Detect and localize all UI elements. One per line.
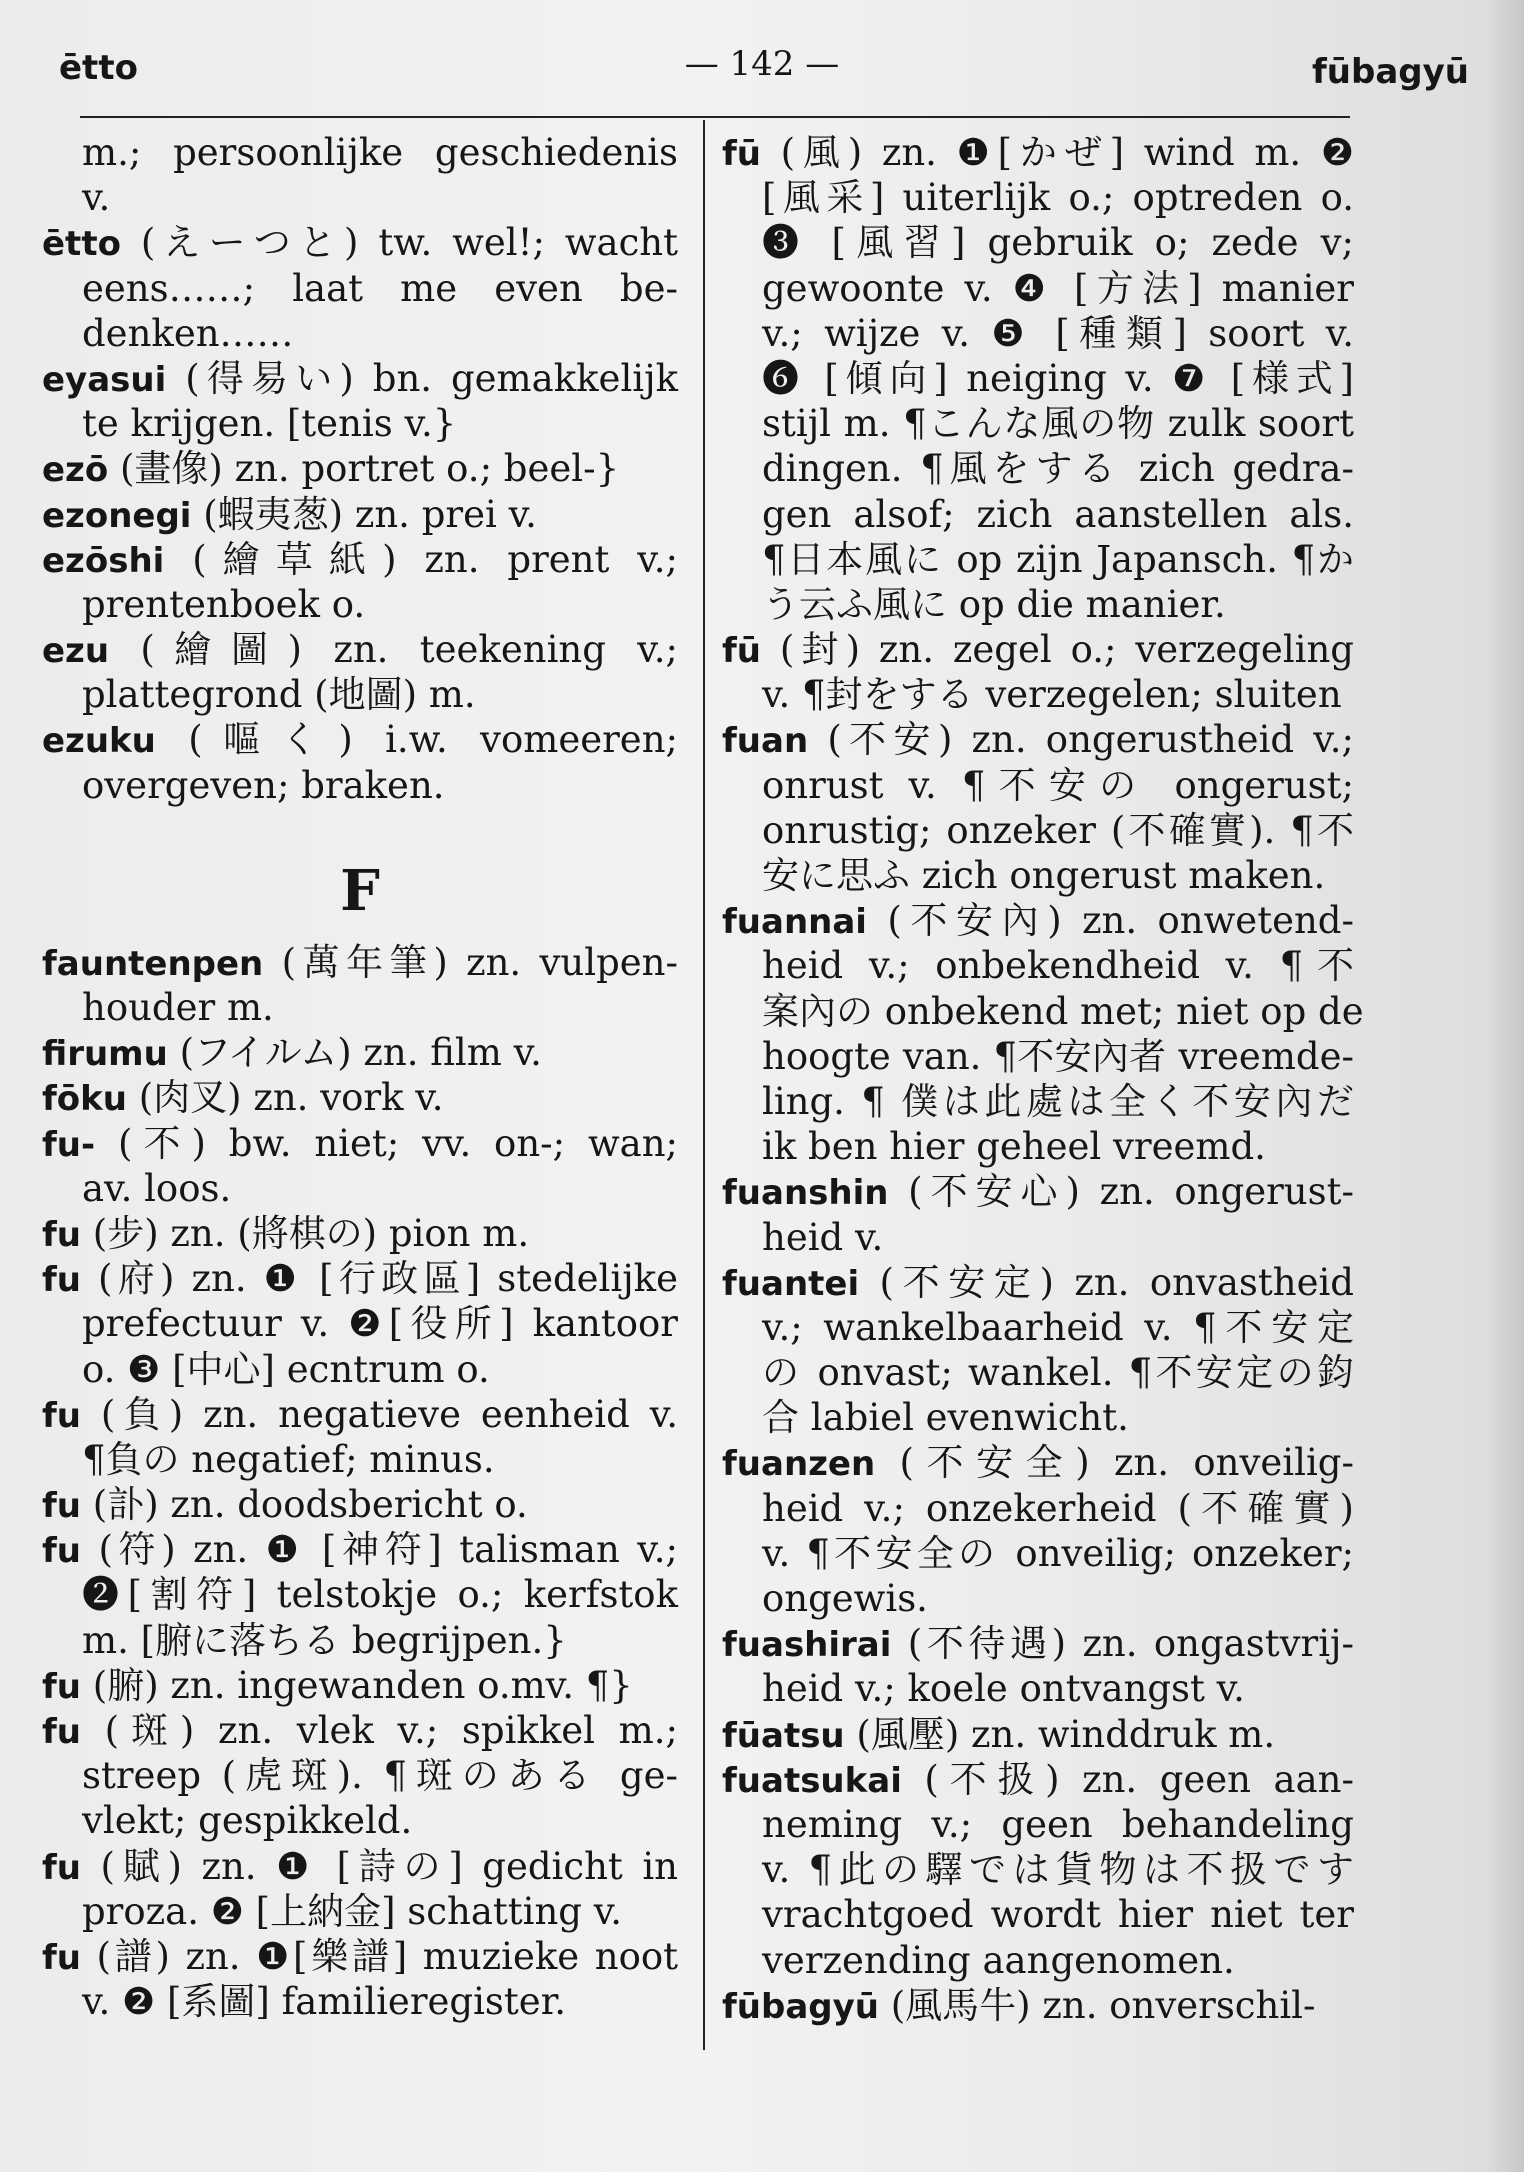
entry-text: heid v.; onzekerheid (不確實) xyxy=(762,1486,1354,1530)
entry-text: (不安) zn. ongerustheid v.; xyxy=(808,718,1354,762)
dictionary-entry xyxy=(42,1527,678,1663)
entry-headword: fū xyxy=(722,631,761,672)
dictionary-entry xyxy=(42,1663,678,1708)
entry-line xyxy=(42,311,678,356)
dictionary-entry xyxy=(42,1030,678,1075)
entry-text: neming v.; geen behandeling xyxy=(762,1802,1354,1846)
entry-line xyxy=(722,1621,1354,1666)
entry-text: streep (虎斑). ¶斑のある ge- xyxy=(82,1754,678,1798)
entry-line xyxy=(722,672,1354,717)
entry-text: te krijgen. [tenis v.} xyxy=(82,402,457,446)
entry-line xyxy=(42,175,678,220)
entry-line xyxy=(42,1708,678,1753)
entry-line xyxy=(42,985,678,1030)
entry-text: 合 labiel evenwicht. xyxy=(762,1396,1129,1440)
entry-line xyxy=(42,1979,678,2024)
entry-text: (肉叉) zn. vork v. xyxy=(126,1076,444,1120)
entry-line xyxy=(722,808,1354,853)
entry-line xyxy=(722,446,1354,491)
entry-text: gen alsof; zich aanstellen als. xyxy=(762,492,1354,536)
entry-headword: fu xyxy=(42,1260,81,1301)
entry-headword: fu xyxy=(42,1531,81,1572)
entry-text: denken…… xyxy=(82,311,294,355)
entry-line xyxy=(722,1034,1354,1079)
entry-line xyxy=(42,1663,678,1708)
dictionary-entry xyxy=(42,130,678,220)
entry-line xyxy=(42,1798,678,1843)
entry-line xyxy=(42,1166,678,1211)
entry-headword: fū xyxy=(722,134,761,174)
entry-line xyxy=(42,1392,678,1437)
entry-line xyxy=(722,1757,1354,1802)
entry-line xyxy=(42,1889,678,1934)
entry-line xyxy=(42,940,678,985)
entry-text: (不安全) zn. onveilig- xyxy=(875,1441,1354,1485)
entry-headword: fuan xyxy=(722,721,809,762)
entry-line xyxy=(722,1486,1354,1531)
entry-text: (えーつと) tw. wel!; wacht xyxy=(120,221,678,265)
entry-headword: fuannai xyxy=(722,902,867,943)
entry-headword: fūatsu xyxy=(722,1715,845,1756)
entry-line xyxy=(722,356,1354,401)
dictionary-entry xyxy=(42,1211,678,1256)
entry-headword: fuanzen xyxy=(722,1444,876,1485)
entry-text: (繪圖) zn. teekening v.; xyxy=(109,628,678,672)
dictionary-entry xyxy=(722,717,1354,898)
entry-line xyxy=(722,1576,1354,1621)
entry-text: (府) zn. ❶ [行政區] stedelijke xyxy=(81,1257,678,1301)
entry-line xyxy=(722,220,1354,265)
entry-headword: ezō xyxy=(42,450,109,491)
entry-line xyxy=(42,266,678,311)
entry-text: (斑) zn. vlek v.; spikkel m.; xyxy=(81,1709,678,1752)
dictionary-entry xyxy=(42,1844,678,1934)
entry-text: stijl m. ¶こんな風の物 zulk soort xyxy=(762,402,1354,446)
entry-line xyxy=(722,717,1354,762)
entry-text: (封) zn. zegel o.; verzegeling xyxy=(761,628,1354,672)
entry-text: v. xyxy=(82,176,111,220)
dictionary-entry xyxy=(42,1075,678,1120)
entry-text: ling. ¶ 僕は此處は全く不安內だ xyxy=(762,1079,1354,1123)
entry-text: v. ❷ [系圖] familieregister. xyxy=(82,1980,567,2024)
dictionary-entry xyxy=(42,1256,678,1392)
dictionary-entry xyxy=(42,1121,678,1211)
dictionary-entry xyxy=(722,627,1354,717)
entry-text: ❻ [傾向] neiging v. ❼ [様式] xyxy=(762,356,1354,400)
entry-headword: ezōshi xyxy=(42,540,165,581)
entry-line xyxy=(722,401,1354,446)
entry-line xyxy=(42,1211,678,1256)
entry-line xyxy=(722,175,1354,220)
dictionary-entry xyxy=(42,717,678,807)
entry-text: ❸ [風習] gebruik o; zede v; xyxy=(762,221,1354,265)
entry-text: verzending aangenomen. xyxy=(762,1938,1235,1982)
entry-line xyxy=(722,1802,1354,1847)
entry-headword: firumu xyxy=(42,1034,168,1075)
entry-line xyxy=(42,1618,678,1663)
entry-line xyxy=(42,717,678,762)
entry-line xyxy=(42,1075,678,1120)
entry-text: hoogte van. ¶不安內者 vreemde- xyxy=(762,1034,1354,1078)
entry-headword: fu- xyxy=(42,1124,96,1165)
entry-text: overgeven; braken. xyxy=(82,763,445,807)
entry-text: (譜) zn. ❶[樂譜] muzieke noot xyxy=(81,1934,678,1978)
entry-text: o. ❸ [中心] ecntrum o. xyxy=(82,1347,490,1391)
entry-line xyxy=(42,1934,678,1979)
entry-line xyxy=(722,1350,1354,1395)
entry-text: (不) bw. niet; vv. on-; wan; xyxy=(95,1121,678,1165)
entry-text: (不安心) zn. ongerust- xyxy=(888,1170,1354,1214)
entry-headword: ētto xyxy=(42,224,121,265)
dictionary-entry xyxy=(42,492,678,537)
dictionary-entry xyxy=(722,1983,1354,2028)
dictionary-entry xyxy=(722,130,1354,627)
entry-text: onrust v. ¶不安の ongerust; xyxy=(762,763,1354,807)
entry-line xyxy=(42,130,678,175)
entry-headword: fu xyxy=(42,1395,81,1436)
entry-text: (不安內) zn. onwetend- xyxy=(866,899,1354,943)
entry-headword: ezuku xyxy=(42,721,156,762)
entry-line xyxy=(722,989,1364,1034)
entry-text: (風壓) zn. winddruk m. xyxy=(844,1712,1276,1756)
header-last-word: fūbagyū xyxy=(1312,52,1469,92)
dictionary-entry xyxy=(722,1757,1354,1983)
entry-text: prefectuur v. ❷[役所] kantoor xyxy=(82,1302,678,1346)
entry-line xyxy=(722,1215,1354,1260)
entry-headword: fu xyxy=(42,1214,81,1255)
entry-text: (繪草紙) zn. prent v.; xyxy=(164,537,678,581)
entry-text: m.; persoonlijke geschiedenis xyxy=(82,131,678,174)
entry-line xyxy=(722,1395,1354,1440)
entry-line xyxy=(722,266,1354,311)
entry-text: proza. ❷ [上納金] schatting v. xyxy=(82,1889,623,1933)
entry-headword: ezu xyxy=(42,631,110,672)
entry-text: 案內の onbekend met; niet op de xyxy=(762,989,1364,1033)
entry-text: (不扱) zn. geen aan- xyxy=(901,1757,1354,1801)
entry-text: (フイルム) zn. film v. xyxy=(167,1031,542,1075)
page-header xyxy=(55,40,1469,100)
entry-line xyxy=(722,1079,1354,1124)
entry-line xyxy=(722,1892,1354,1937)
header-rule xyxy=(80,116,1350,118)
entry-text: v.; wankelbaarheid v. ¶不安定 xyxy=(762,1305,1354,1349)
entry-text: [風采] uiterlijk o.; optreden o. xyxy=(762,176,1354,220)
entry-line xyxy=(722,1260,1354,1305)
dictionary-entry xyxy=(42,940,678,1030)
entry-text: vrachtgoed wordt hier niet ter xyxy=(762,1893,1354,1937)
entry-text: (不安定) zn. onvastheid xyxy=(859,1260,1354,1304)
entry-line xyxy=(722,853,1354,898)
entry-text: ¶負の negatief; minus. xyxy=(82,1437,495,1481)
page-number: — 142 — xyxy=(684,44,840,84)
dictionary-entry xyxy=(722,1712,1354,1757)
entry-line xyxy=(722,1124,1354,1169)
entry-headword: fauntenpen xyxy=(42,943,264,984)
entry-headword: fuatsukai xyxy=(722,1760,902,1801)
dictionary-entry xyxy=(722,898,1364,1169)
entry-headword: fuashirai xyxy=(722,1625,892,1666)
entry-text: houder m. xyxy=(82,986,274,1029)
entry-text: (不待遇) zn. ongastvrij- xyxy=(891,1622,1354,1666)
entry-headword: fuantei xyxy=(722,1263,860,1304)
entry-headword: fu xyxy=(42,1847,81,1888)
entry-line xyxy=(722,1712,1354,1757)
entry-line xyxy=(722,311,1354,356)
entry-line xyxy=(42,356,678,401)
entry-text: vlekt; gespikkeld. xyxy=(82,1799,413,1843)
entry-text: (風馬牛) zn. onverschil- xyxy=(878,1983,1316,2027)
entry-line xyxy=(42,1527,678,1572)
entry-line xyxy=(42,1301,678,1346)
entry-line xyxy=(42,492,678,537)
dictionary-entry xyxy=(42,1482,678,1527)
entry-text: dingen. ¶風をする zich gedra- xyxy=(762,447,1354,491)
entry-text: (賦) zn. ❶ [詩の] gedicht in xyxy=(81,1844,678,1888)
entry-text: heid v.; onbekendheid v. ¶不 xyxy=(762,944,1354,988)
entry-line xyxy=(42,672,678,717)
entry-line xyxy=(722,1847,1354,1892)
entry-text: (步) zn. (將棋の) pion m. xyxy=(81,1211,530,1255)
column-divider xyxy=(703,120,705,2050)
entry-text: (風) zn. ❶[かぜ] wind m. ❷ xyxy=(761,131,1354,174)
entry-line xyxy=(722,898,1354,943)
entry-line xyxy=(722,582,1354,627)
entry-line xyxy=(722,1938,1354,1983)
entry-headword: fu xyxy=(42,1937,81,1978)
entry-text: v. ¶此の驛では貨物は不扱です xyxy=(762,1848,1354,1892)
entry-line xyxy=(42,401,678,446)
entry-text: prentenboek o. xyxy=(82,582,366,626)
entry-headword: fu xyxy=(42,1486,81,1527)
dictionary-entry xyxy=(42,220,678,356)
dictionary-entry xyxy=(42,1392,678,1482)
entry-headword: eyasui xyxy=(42,359,167,400)
entry-text: v.; wijze v. ❺ [種類] soort v. xyxy=(762,311,1354,355)
entry-text: v. ¶封をする verzegelen; sluiten xyxy=(762,673,1342,717)
entry-line xyxy=(42,1844,678,1889)
entry-text: heid v.; koele ontvangst v. xyxy=(762,1667,1245,1711)
entry-headword: fu xyxy=(42,1712,81,1752)
entry-line xyxy=(42,220,678,265)
entry-line xyxy=(42,1347,678,1392)
entry-text: ❷[割符] telstokje o.; kerfstok xyxy=(82,1573,678,1617)
dictionary-entry xyxy=(42,537,678,627)
entry-line xyxy=(722,943,1354,988)
entry-text: (得易い) bn. gemakkelijk xyxy=(166,356,678,400)
entry-line xyxy=(722,1983,1354,2028)
entry-text: (負) zn. negatieve eenheid v. xyxy=(81,1392,678,1436)
right-column xyxy=(722,130,1364,2028)
entry-line xyxy=(42,1482,678,1527)
entry-text: plattegrond (地圖) m. xyxy=(82,673,476,717)
entry-text: う云ふ風に op die manier. xyxy=(762,582,1226,626)
header-first-word: ētto xyxy=(59,48,138,88)
dictionary-entry xyxy=(722,1621,1354,1711)
entry-text: (腑) zn. ingewanden o.mv. ¶} xyxy=(81,1663,633,1707)
entry-text: av. loos. xyxy=(82,1166,232,1210)
entry-headword: ezonegi xyxy=(42,495,192,536)
entry-line xyxy=(42,1121,678,1166)
entry-text: onrustig; onzeker (不確實). ¶不 xyxy=(762,808,1354,852)
entry-line xyxy=(722,492,1354,537)
entry-line xyxy=(722,763,1354,808)
section-letter: F xyxy=(340,857,380,924)
entry-line xyxy=(42,1256,678,1301)
entry-headword: fuanshin xyxy=(722,1173,889,1214)
entry-line xyxy=(42,1572,678,1617)
entry-text: m. [腑に落ちる begrijpen.} xyxy=(82,1618,567,1662)
dictionary-entry xyxy=(722,1260,1354,1441)
entry-line xyxy=(722,627,1354,672)
entry-text: (畫像) zn. portret o.; beel-} xyxy=(108,447,620,491)
entry-line xyxy=(42,763,678,808)
entry-headword: fu xyxy=(42,1666,81,1707)
dictionary-entry xyxy=(722,1169,1354,1259)
entry-line xyxy=(722,1440,1354,1485)
entry-text: heid v. xyxy=(762,1215,884,1259)
entry-text: v. ¶不安全の onveilig; onzeker; xyxy=(762,1531,1354,1575)
entry-line xyxy=(42,582,678,627)
entry-line xyxy=(722,1305,1354,1350)
entry-text: (符) zn. ❶ [神符] talisman v.; xyxy=(81,1528,678,1572)
entry-headword: fūbagyū xyxy=(722,1986,879,2027)
dictionary-entry xyxy=(722,1440,1354,1621)
left-column xyxy=(42,130,678,2024)
entry-line xyxy=(42,537,678,582)
dictionary-entry xyxy=(42,1708,678,1844)
entry-text: (嘔く) i.w. vomeeren; xyxy=(155,718,678,762)
entry-text: gewoonte v. ❹ [方法] manier xyxy=(762,266,1354,310)
entry-line xyxy=(722,1531,1354,1576)
entry-line xyxy=(42,1437,678,1482)
entry-line xyxy=(722,130,1354,175)
dictionary-entry xyxy=(42,356,678,446)
entry-text: ongewis. xyxy=(762,1577,928,1620)
entry-text: ik ben hier geheel vreemd. xyxy=(762,1125,1266,1169)
entry-line xyxy=(42,1030,678,1075)
entry-text: 安に思ふ zich ongerust maken. xyxy=(762,854,1326,897)
entry-text: の onvast; wankel. ¶不安定の鈞 xyxy=(762,1351,1354,1395)
dictionary-entry xyxy=(42,1934,678,2024)
entry-line xyxy=(722,537,1354,582)
entry-text: eens……; laat me even be- xyxy=(82,266,678,310)
entry-line xyxy=(42,627,678,672)
entry-text: (萬年筆) zn. vulpen- xyxy=(263,940,678,984)
entry-line xyxy=(722,1169,1354,1214)
entry-text: ¶日本風に op zijn Japansch. ¶か xyxy=(762,537,1354,581)
entry-headword: fōku xyxy=(42,1079,127,1120)
dictionary-entry xyxy=(42,446,678,491)
entry-line xyxy=(42,446,678,491)
dictionary-entry xyxy=(42,627,678,717)
entry-text: (訃) zn. doodsbericht o. xyxy=(81,1483,528,1527)
entry-line xyxy=(722,1666,1354,1711)
entry-text: (蝦夷葱) zn. prei v. xyxy=(191,492,537,536)
entry-line xyxy=(42,1753,678,1798)
